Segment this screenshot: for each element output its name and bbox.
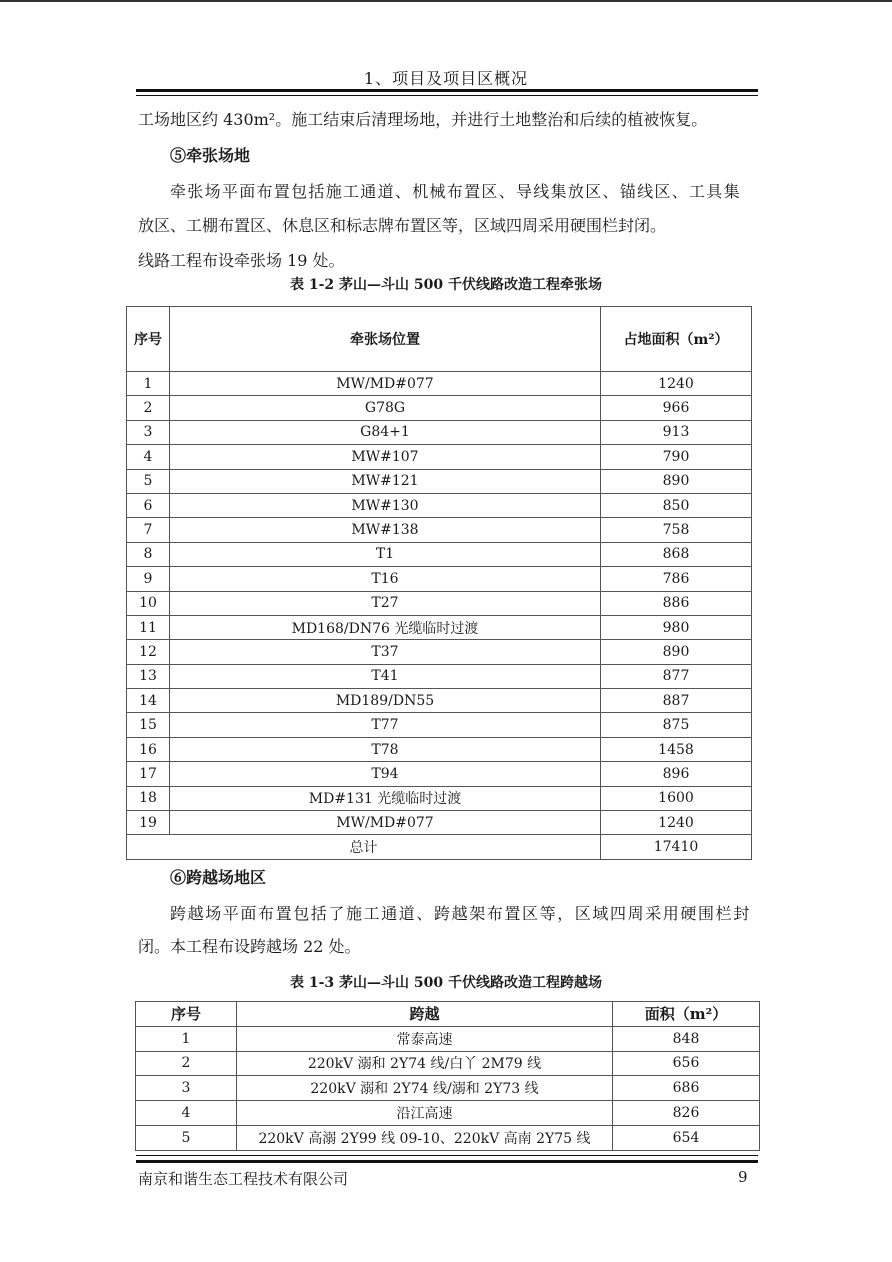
table-cell: MD#131 光缆临时过渡: [170, 786, 601, 810]
table-row: [136, 1101, 760, 1126]
table-cell: T94: [170, 762, 601, 786]
table-row: [127, 762, 752, 786]
table-cell: 654: [613, 1125, 760, 1150]
table-cell: MW/MD#077: [170, 811, 601, 835]
table-cell: 220kV 溺和 2Y74 线/溺和 2Y73 线: [237, 1076, 613, 1101]
table-row: [127, 493, 752, 517]
table-cell: 790: [601, 445, 752, 469]
table-cell: 220kV 高溺 2Y99 线 09-10、220kV 高南 2Y75 线: [237, 1125, 613, 1150]
table-cell: T77: [170, 713, 601, 737]
crossing-site-table: [135, 1001, 760, 1151]
table-cell: 877: [601, 664, 752, 688]
table-cell: 1240: [601, 811, 752, 835]
table-cell: 6: [127, 493, 170, 517]
table-caption: 表 1-3 茅山—斗山 500 千伏线路改造工程跨越场: [289, 975, 602, 991]
table-cell: 3: [136, 1076, 237, 1101]
table-cell: 686: [613, 1076, 760, 1101]
table-row: [127, 664, 752, 688]
table-cell: T41: [170, 664, 601, 688]
table-cell: 7: [127, 518, 170, 542]
table-cell: 常泰高速: [237, 1026, 613, 1051]
table-cell: MD168/DN76 光缆临时过渡: [170, 615, 601, 639]
paragraph-line: 工场地区约 430m²。施工结束后清理场地，并进行土地整治和后续的植被恢复。: [138, 110, 708, 129]
table-cell: 850: [601, 493, 752, 517]
table-cell: 1: [127, 372, 170, 396]
table-row: [136, 1051, 760, 1076]
table-cell: 3: [127, 420, 170, 444]
paragraph-line: 闭。本工程布设跨越场 22 处。: [138, 937, 361, 956]
table-cell: 868: [601, 542, 752, 566]
table-cell: MW/MD#077: [170, 372, 601, 396]
table-cell: 14: [127, 689, 170, 713]
table-cell: 848: [613, 1026, 760, 1051]
column-header: 面积（m²）: [613, 1002, 760, 1027]
table-cell: 826: [613, 1101, 760, 1126]
table-cell: 890: [601, 469, 752, 493]
footer-rule-thick: [136, 1160, 758, 1163]
table-row: [127, 518, 752, 542]
table-cell: MW#138: [170, 518, 601, 542]
table-row: [127, 811, 752, 835]
table-cell: 9: [127, 567, 170, 591]
table-cell: T27: [170, 591, 601, 615]
table-cell: MD189/DN55: [170, 689, 601, 713]
table-cell: G84+1: [170, 420, 601, 444]
table-cell: 890: [601, 640, 752, 664]
table-row: [127, 372, 752, 396]
table-header-row: [136, 1002, 760, 1027]
tension-site-table: [126, 306, 752, 860]
table-cell: 11: [127, 615, 170, 639]
table-row: [127, 640, 752, 664]
table-cell: 18: [127, 786, 170, 810]
table-cell: 913: [601, 420, 752, 444]
table-row: [127, 689, 752, 713]
paragraph-line: 跨越场平面布置包括了施工通道、跨越架布置区等，区域四周采用硬围栏封: [170, 904, 751, 923]
total-label: 总计: [127, 835, 601, 859]
table-cell: 5: [127, 469, 170, 493]
table-cell: 758: [601, 518, 752, 542]
page-number: 9: [738, 1168, 748, 1186]
top-border: [0, 0, 892, 2]
total-value: 17410: [601, 835, 752, 859]
table-row: [127, 591, 752, 615]
paragraph-line: 放区、工棚布置区、休息区和标志牌布置区等，区域四周采用硬围栏封闭。: [138, 216, 667, 235]
section-heading: ⑤牵张场地: [170, 146, 251, 165]
table-row: [127, 542, 752, 566]
table-total-row: [127, 835, 752, 859]
table-cell: G78G: [170, 396, 601, 420]
table-row: [136, 1026, 760, 1051]
table-row: [127, 445, 752, 469]
table-row: [127, 713, 752, 737]
table-row: [127, 615, 752, 639]
table-row: [127, 420, 752, 444]
table-cell: 16: [127, 737, 170, 761]
table-cell: 沿江高速: [237, 1101, 613, 1126]
table-cell: 1: [136, 1026, 237, 1051]
table-cell: 896: [601, 762, 752, 786]
header-rule-thin: [136, 95, 758, 96]
table-cell: 8: [127, 542, 170, 566]
table-cell: 4: [127, 445, 170, 469]
section-heading: ⑥跨越场地区: [170, 868, 267, 887]
table-cell: 12: [127, 640, 170, 664]
table-cell: 1600: [601, 786, 752, 810]
table-cell: MW#107: [170, 445, 601, 469]
table-row: [127, 396, 752, 420]
table-cell: 980: [601, 615, 752, 639]
column-header: 跨越: [237, 1002, 613, 1027]
table-cell: 13: [127, 664, 170, 688]
table-cell: 1458: [601, 737, 752, 761]
table-cell: 17: [127, 762, 170, 786]
table-cell: MW#130: [170, 493, 601, 517]
table-row: [127, 786, 752, 810]
page-header-title: 1、项目及项目区概况: [363, 69, 529, 88]
table-cell: 19: [127, 811, 170, 835]
table-cell: T78: [170, 737, 601, 761]
column-header: 牵张场位置: [170, 307, 601, 372]
table-cell: T37: [170, 640, 601, 664]
table-cell: 886: [601, 591, 752, 615]
table-cell: T1: [170, 542, 601, 566]
paragraph-line: 线路工程布设牵张场 19 处。: [138, 251, 345, 270]
header-rule-thick: [136, 89, 758, 92]
paragraph-line: 牵张场平面布置包括施工通道、机械布置区、导线集放区、锚线区、工具集: [170, 182, 741, 201]
table-row: [127, 567, 752, 591]
table-row: [136, 1076, 760, 1101]
table-cell: 875: [601, 713, 752, 737]
table-cell: 4: [136, 1101, 237, 1126]
column-header: 序号: [136, 1002, 237, 1027]
table-row: [136, 1125, 760, 1150]
table-cell: 786: [601, 567, 752, 591]
table-cell: 15: [127, 713, 170, 737]
table-cell: 220kV 溺和 2Y74 线/白丫 2M79 线: [237, 1051, 613, 1076]
table-caption: 表 1-2 茅山—斗山 500 千伏线路改造工程牵张场: [289, 277, 602, 293]
column-header: 占地面积（m²）: [601, 307, 752, 372]
table-cell: 887: [601, 689, 752, 713]
column-header: 序号: [127, 307, 170, 372]
table-cell: 10: [127, 591, 170, 615]
table-cell: 5: [136, 1125, 237, 1150]
footer-company: 南京和谐生态工程技术有限公司: [138, 1170, 349, 1188]
table-row: [127, 737, 752, 761]
table-cell: 2: [136, 1051, 237, 1076]
table-cell: T16: [170, 567, 601, 591]
table-cell: 656: [613, 1051, 760, 1076]
table-row: [127, 469, 752, 493]
footer-rule-thin: [136, 1155, 758, 1156]
table-cell: 1240: [601, 372, 752, 396]
table-cell: 966: [601, 396, 752, 420]
table-cell: 2: [127, 396, 170, 420]
table-header-row: [127, 307, 752, 372]
table-cell: MW#121: [170, 469, 601, 493]
